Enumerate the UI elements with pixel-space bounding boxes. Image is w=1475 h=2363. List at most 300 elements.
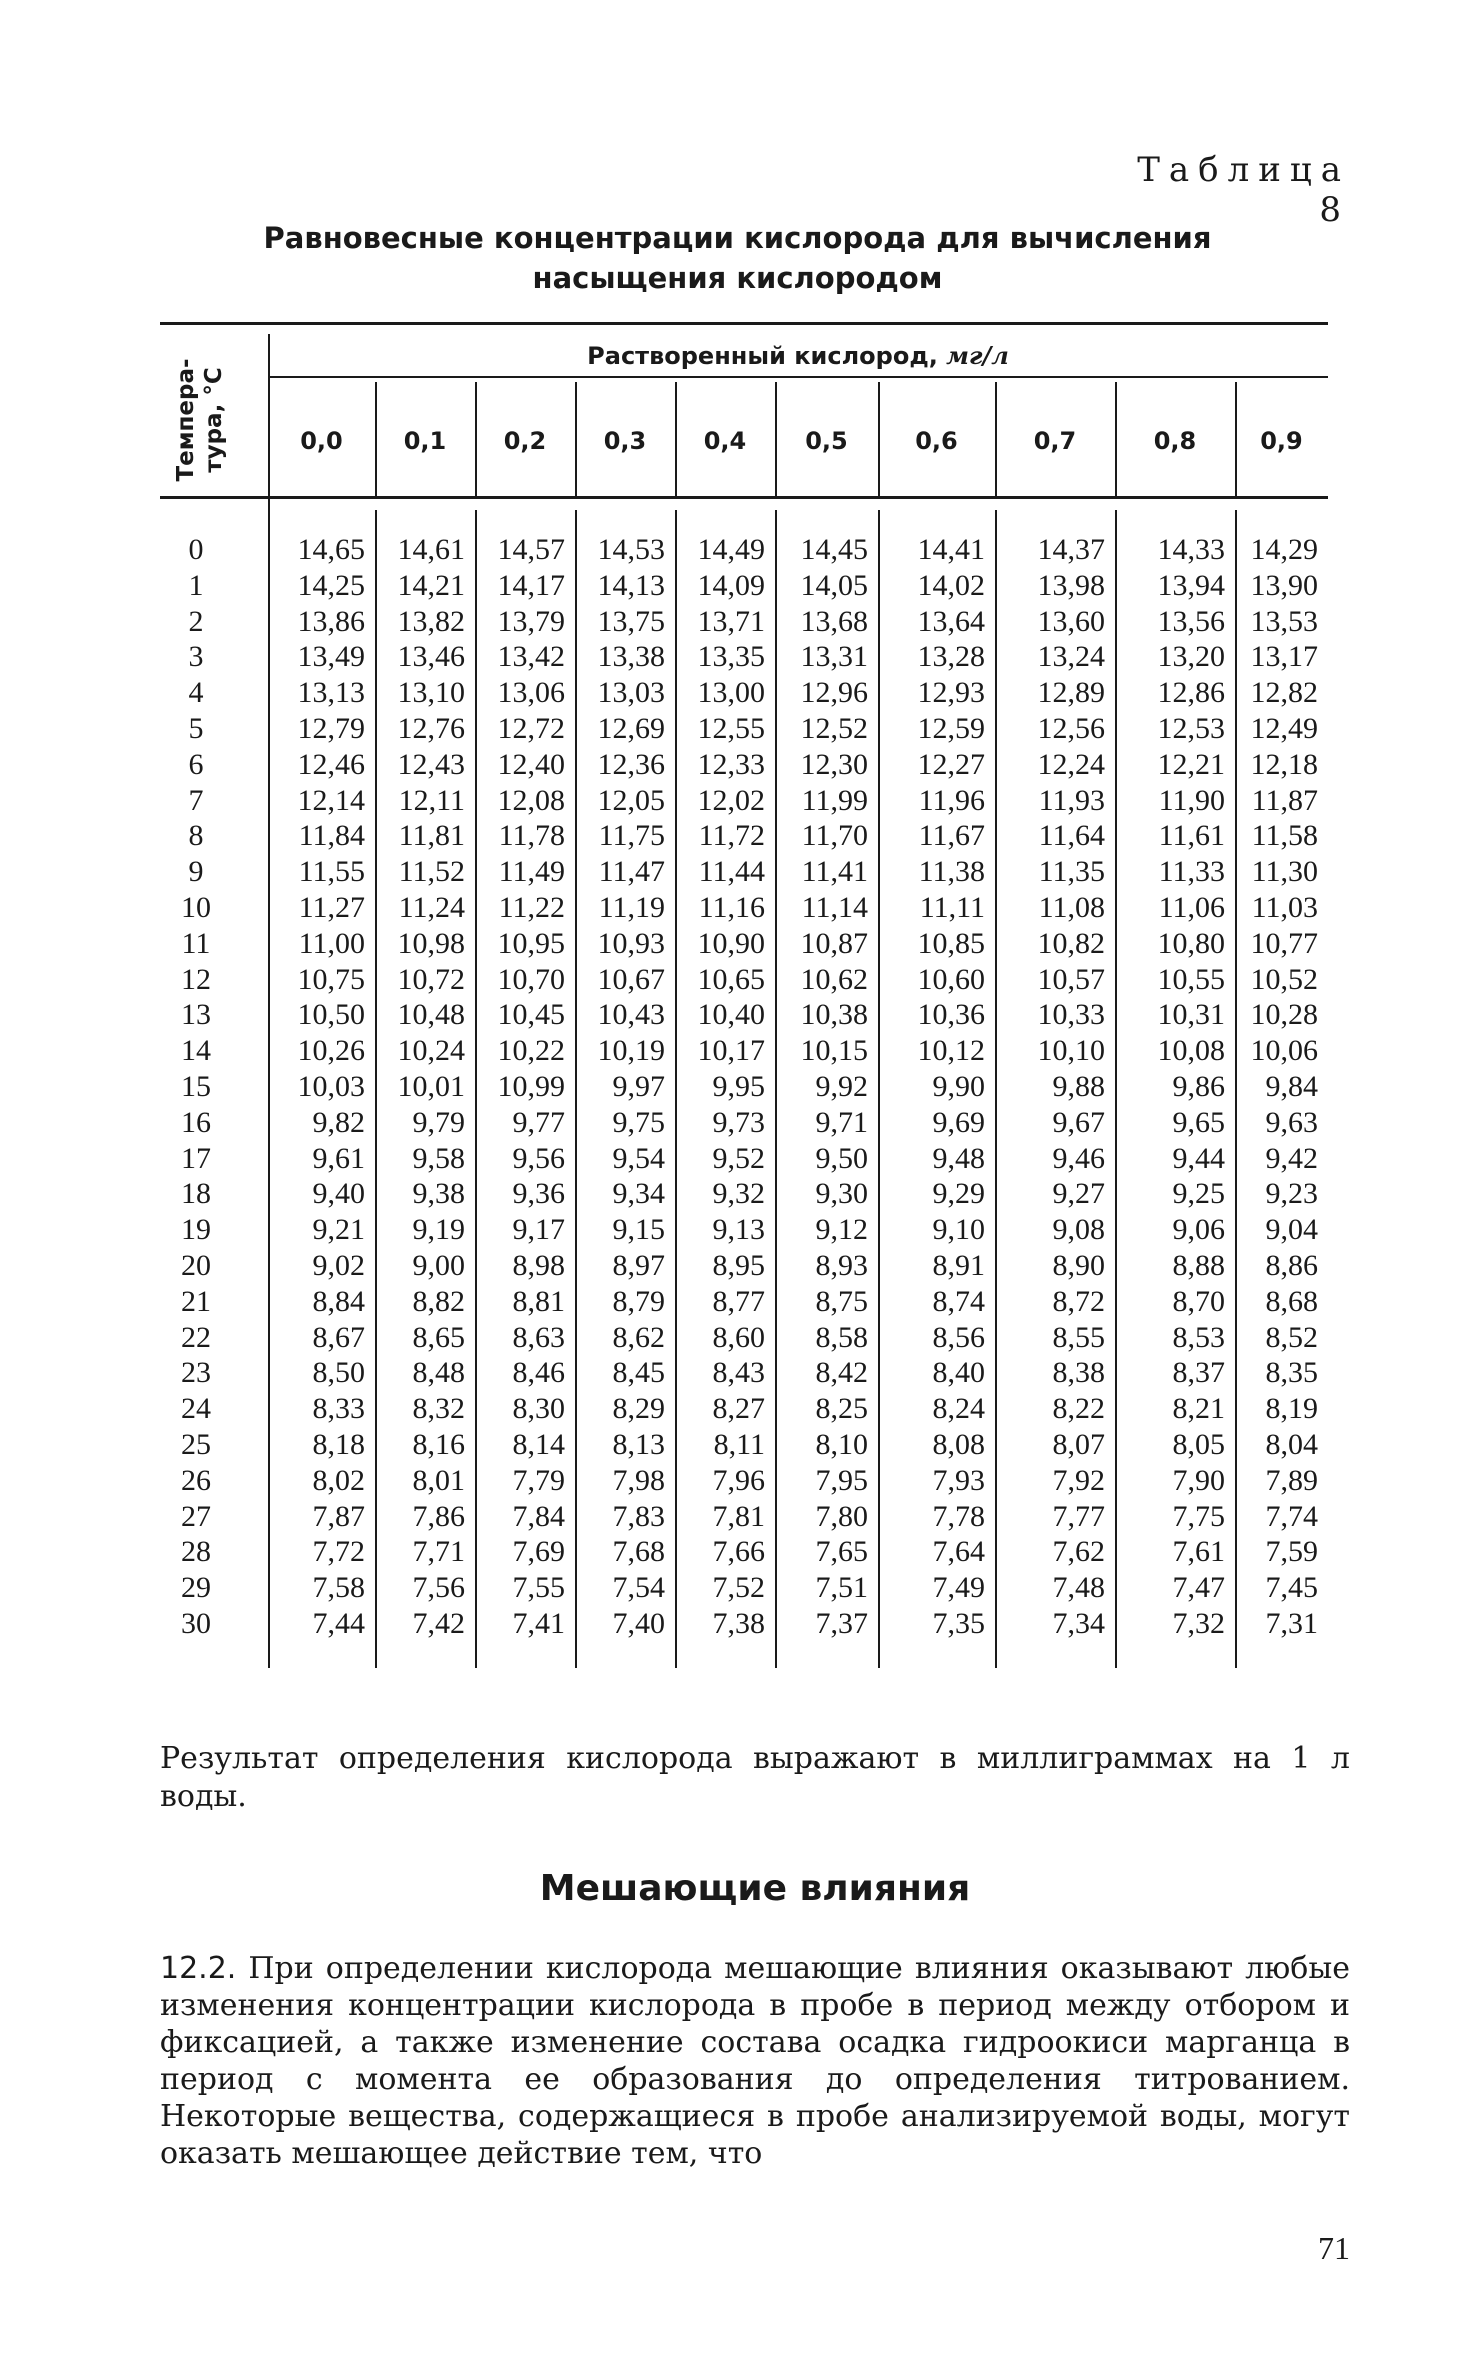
table-cell: 7,51 <box>815 1571 868 1605</box>
table-cell: 8,07 <box>1052 1428 1105 1461</box>
table-cell: 10,95 <box>497 926 565 960</box>
header-divider <box>675 382 677 498</box>
table-cell: 9,82 <box>312 1105 365 1139</box>
table-cell: 9,12 <box>815 1213 868 1247</box>
table-cell: 9,08 <box>1052 1213 1105 1247</box>
table-cell: 8,42 <box>815 1356 868 1390</box>
temperature-cell: 30 <box>181 1607 211 1640</box>
table-cell: 11,24 <box>398 891 465 924</box>
table-cell: 7,40 <box>612 1607 665 1640</box>
header-divider <box>575 382 577 498</box>
table-cell: 11,55 <box>298 855 365 889</box>
table-cell: 7,61 <box>1172 1535 1225 1569</box>
temperature-cell: 9 <box>188 855 204 889</box>
column-header: 0,7 <box>1033 427 1077 455</box>
table-cell: 8,08 <box>932 1428 985 1461</box>
table-cell: 7,65 <box>815 1535 868 1569</box>
table-cell: 9,23 <box>1265 1177 1318 1211</box>
temperature-cell: 14 <box>181 1034 211 1068</box>
table-cell: 7,47 <box>1172 1571 1225 1605</box>
temperature-cell: 12 <box>181 962 211 996</box>
table-cell: 11,00 <box>298 926 365 960</box>
table-cell: 7,98 <box>612 1463 665 1497</box>
temperature-cell: 15 <box>181 1070 211 1103</box>
table-label: Таблица 8 <box>1137 150 1350 230</box>
table-cell: 11,03 <box>1251 891 1318 924</box>
table-cell: 10,70 <box>497 962 565 996</box>
table-cell: 9,21 <box>312 1213 365 1247</box>
table-cell: 7,87 <box>312 1499 365 1533</box>
table-cell: 8,50 <box>312 1356 365 1390</box>
table-cell: 13,35 <box>697 640 765 674</box>
table-cell: 11,22 <box>498 891 565 924</box>
table-cell: 8,68 <box>1265 1284 1318 1318</box>
table-cell: 9,00 <box>412 1249 465 1282</box>
table-cell: 9,04 <box>1265 1213 1318 1247</box>
table-cell: 10,06 <box>1250 1034 1318 1068</box>
table-cell: 7,86 <box>412 1499 465 1533</box>
table-cell: 8,52 <box>1265 1320 1318 1354</box>
table-cell: 7,48 <box>1052 1571 1105 1605</box>
table-cell: 7,84 <box>512 1499 565 1533</box>
table-cell: 8,74 <box>932 1284 985 1318</box>
table-cell: 7,72 <box>312 1535 365 1569</box>
table-cell: 13,86 <box>297 604 365 638</box>
temperature-cell: 2 <box>188 604 204 638</box>
table-cell: 12,89 <box>1037 676 1105 710</box>
table-cell: 8,27 <box>712 1392 765 1426</box>
top-rule <box>160 322 1328 325</box>
table-cell: 11,52 <box>398 855 465 889</box>
table-cell: 10,93 <box>597 926 665 960</box>
header-divider <box>1235 382 1237 498</box>
table-cell: 11,38 <box>918 855 985 889</box>
table-cell: 14,53 <box>597 533 665 566</box>
header-divider <box>878 382 880 498</box>
table-cell: 11,16 <box>698 891 765 924</box>
table-cell: 10,98 <box>397 926 465 960</box>
table-cell: 10,45 <box>497 998 565 1032</box>
table-cell: 7,68 <box>612 1535 665 1569</box>
table-cell: 8,22 <box>1052 1392 1105 1426</box>
table-cell: 14,29 <box>1250 533 1318 566</box>
table-cell: 8,38 <box>1052 1356 1105 1390</box>
table-cell: 11,67 <box>918 819 985 853</box>
table-cell: 8,95 <box>712 1249 765 1282</box>
table-cell: 12,56 <box>1037 712 1105 745</box>
table-cell: 7,55 <box>512 1571 565 1605</box>
table-cell: 8,10 <box>815 1428 868 1461</box>
table-cell: 10,67 <box>597 962 665 996</box>
table-cell: 8,21 <box>1172 1392 1225 1426</box>
table-cell: 11,96 <box>918 783 985 817</box>
table-cell: 10,52 <box>1250 962 1318 996</box>
table-cell: 8,35 <box>1265 1356 1318 1390</box>
header-divider <box>775 382 777 498</box>
temperature-cell: 19 <box>181 1213 211 1247</box>
table-cell: 7,90 <box>1172 1463 1225 1497</box>
table-cell: 14,33 <box>1157 533 1225 566</box>
table-cell: 7,74 <box>1265 1499 1318 1533</box>
temperature-cell: 7 <box>188 783 204 817</box>
table-cell: 8,32 <box>412 1392 465 1426</box>
table-cell: 14,61 <box>397 533 465 566</box>
table-cell: 14,21 <box>397 568 465 602</box>
temperature-cell: 0 <box>188 533 204 566</box>
temperature-cell: 10 <box>181 891 211 924</box>
table-cell: 13,17 <box>1250 640 1318 674</box>
column-header: 0,9 <box>1260 427 1303 455</box>
column-divider <box>575 510 577 1668</box>
table-cell: 14,45 <box>800 533 868 566</box>
table-cell: 12,76 <box>397 712 465 745</box>
table-cell: 11,70 <box>801 819 868 853</box>
temperature-cell: 16 <box>181 1105 211 1139</box>
table-cell: 7,78 <box>932 1499 985 1533</box>
table-cell: 12,18 <box>1250 747 1318 781</box>
table-cell: 12,79 <box>297 712 365 745</box>
paragraph <box>160 1950 1350 2172</box>
temp-header-text: Темпера- тура, °С <box>173 358 227 482</box>
table-cell: 11,47 <box>598 855 665 889</box>
table-cell: 8,30 <box>512 1392 565 1426</box>
table-cell: 8,79 <box>612 1284 665 1318</box>
table-cell: 9,56 <box>512 1141 565 1175</box>
table-cell: 14,02 <box>917 568 985 602</box>
table-cell: 9,84 <box>1265 1070 1318 1103</box>
table-cell: 9,52 <box>712 1141 765 1175</box>
table-cell: 11,44 <box>698 855 765 889</box>
table-cell: 10,24 <box>397 1034 465 1068</box>
table-cell: 11,30 <box>1251 855 1318 889</box>
table-cell: 9,38 <box>412 1177 465 1211</box>
table-cell: 7,37 <box>815 1607 868 1640</box>
table-cell: 8,18 <box>312 1428 365 1461</box>
table-cell: 13,98 <box>1037 568 1105 602</box>
column-header: 0,1 <box>403 427 447 455</box>
table-cell: 7,75 <box>1172 1499 1225 1533</box>
table-cell: 10,33 <box>1037 998 1105 1032</box>
table-cell: 13,13 <box>297 676 365 710</box>
table-cell: 13,24 <box>1037 640 1105 674</box>
table-cell: 9,50 <box>815 1141 868 1175</box>
table-cell: 12,69 <box>597 712 665 745</box>
table-cell: 10,82 <box>1037 926 1105 960</box>
table-cell: 12,02 <box>697 783 765 817</box>
table-cell: 13,90 <box>1250 568 1318 602</box>
table-cell: 9,25 <box>1172 1177 1225 1211</box>
table-cell: 13,82 <box>397 604 465 638</box>
column-header: 0,2 <box>503 427 547 455</box>
table-cell: 8,75 <box>815 1284 868 1318</box>
table-cell: 11,35 <box>1038 855 1105 889</box>
table-cell: 9,95 <box>712 1070 765 1103</box>
table-cell: 9,90 <box>932 1070 985 1103</box>
note: Результат определения кислорода выражают в миллиграммах на 1 л воды. <box>160 1741 1350 1814</box>
table-cell: 10,72 <box>397 962 465 996</box>
table-cell: 10,10 <box>1037 1034 1105 1068</box>
table-cell: 12,53 <box>1157 712 1225 745</box>
table-cell: 10,40 <box>697 998 765 1032</box>
table-cell: 7,92 <box>1052 1463 1105 1497</box>
table-cell: 10,43 <box>597 998 665 1032</box>
table-cell: 11,58 <box>1251 819 1318 853</box>
table-cell: 8,02 <box>312 1463 365 1497</box>
table-cell: 12,30 <box>800 747 868 781</box>
table-cell: 10,38 <box>800 998 868 1032</box>
table-cell: 12,43 <box>397 747 465 781</box>
table-cell: 8,19 <box>1265 1392 1318 1426</box>
table-cell: 8,91 <box>932 1249 985 1282</box>
table-cell: 14,09 <box>697 568 765 602</box>
column-divider <box>878 510 880 1668</box>
table-cell: 14,41 <box>917 533 985 566</box>
table-cell: 7,64 <box>932 1535 985 1569</box>
paragraph-text: При определении кислорода мешающие влияния оказывают любые изменения концентрации кислорода в пробе в период между отбором и фиксацией, а также изменение состава осадка гидроокиси марганца в период с момента ее образования до определения титрованием. Некоторые вещества, содержащиеся в пробе анализируемой воды, могут оказать мешающее действие тем, что <box>160 1951 1350 2171</box>
table-cell: 7,96 <box>712 1463 765 1497</box>
table-cell: 13,38 <box>597 640 665 674</box>
table-cell: 7,93 <box>932 1463 985 1497</box>
table-cell: 7,44 <box>312 1607 365 1640</box>
group-header-rule <box>268 376 1328 378</box>
table-cell: 8,65 <box>412 1320 465 1354</box>
page-number: 71 <box>1318 2230 1350 2266</box>
table-cell: 13,64 <box>917 604 985 638</box>
table-cell: 11,14 <box>801 891 868 924</box>
table-cell: 7,66 <box>712 1535 765 1569</box>
table-cell: 7,34 <box>1052 1607 1105 1640</box>
temperature-cell: 25 <box>181 1428 211 1461</box>
temperature-cell: 21 <box>181 1284 211 1318</box>
table-cell: 9,36 <box>512 1177 565 1211</box>
temperature-cell: 24 <box>181 1392 211 1426</box>
table-cell: 8,84 <box>312 1284 365 1318</box>
table-cell: 12,59 <box>917 712 985 745</box>
temperature-cell: 3 <box>188 640 204 674</box>
table-cell: 13,68 <box>800 604 868 638</box>
table-cell: 7,79 <box>512 1463 565 1497</box>
table-cell: 13,00 <box>697 676 765 710</box>
table-cell: 9,69 <box>932 1105 985 1139</box>
table-cell: 9,32 <box>712 1177 765 1211</box>
table-cell: 10,36 <box>917 998 985 1032</box>
table-cell: 12,21 <box>1157 747 1225 781</box>
table-cell: 11,99 <box>801 783 868 817</box>
table-cell: 12,40 <box>497 747 565 781</box>
table-cell: 11,06 <box>1158 891 1225 924</box>
table-cell: 13,28 <box>917 640 985 674</box>
table-cell: 8,77 <box>712 1284 765 1318</box>
column-divider <box>1235 510 1237 1668</box>
table-cell: 9,44 <box>1172 1141 1225 1175</box>
table-cell: 8,60 <box>712 1320 765 1354</box>
table-cell: 9,40 <box>312 1177 365 1211</box>
table-cell: 10,19 <box>597 1034 665 1068</box>
table-cell: 10,75 <box>297 962 365 996</box>
column-divider <box>268 334 270 1668</box>
table-cell: 11,33 <box>1158 855 1225 889</box>
table-cell: 13,53 <box>1250 604 1318 638</box>
table-cell: 7,62 <box>1052 1535 1105 1569</box>
table-cell: 10,15 <box>800 1034 868 1068</box>
table-cell: 10,55 <box>1157 962 1225 996</box>
column-divider <box>995 510 997 1668</box>
temperature-cell: 1 <box>188 568 204 602</box>
table-cell: 10,22 <box>497 1034 565 1068</box>
column-divider <box>475 510 477 1668</box>
table-cell: 7,95 <box>815 1463 868 1497</box>
table-cell: 7,80 <box>815 1499 868 1533</box>
table-cell: 9,54 <box>612 1141 665 1175</box>
table-cell: 9,77 <box>512 1105 565 1139</box>
table-cell: 11,93 <box>1038 783 1105 817</box>
table-cell: 14,05 <box>800 568 868 602</box>
table-cell: 10,28 <box>1250 998 1318 1032</box>
table-cell: 13,79 <box>497 604 565 638</box>
table-cell: 8,25 <box>815 1392 868 1426</box>
table-cell: 9,71 <box>815 1105 868 1139</box>
table-cell: 13,46 <box>397 640 465 674</box>
table-cell: 9,34 <box>612 1177 665 1211</box>
table-cell: 14,13 <box>597 568 665 602</box>
table-cell: 12,46 <box>297 747 365 781</box>
paragraph-number: 12.2. <box>160 1951 237 1986</box>
table-cell: 14,49 <box>697 533 765 566</box>
column-header: 0,6 <box>915 427 958 455</box>
table-cell: 7,52 <box>712 1571 765 1605</box>
table-cell: 12,24 <box>1037 747 1105 781</box>
temperature-cell: 22 <box>181 1320 211 1354</box>
column-divider <box>1115 510 1117 1668</box>
table-cell: 9,06 <box>1172 1213 1225 1247</box>
table-cell: 7,42 <box>412 1607 465 1640</box>
table-cell: 7,58 <box>312 1571 365 1605</box>
table-cell: 9,92 <box>815 1070 868 1103</box>
table-cell: 12,55 <box>697 712 765 745</box>
table-cell: 10,87 <box>800 926 868 960</box>
table-cell: 11,11 <box>919 891 985 924</box>
table-cell: 13,75 <box>597 604 665 638</box>
table-cell: 11,81 <box>398 819 465 853</box>
table-cell: 12,05 <box>597 783 665 817</box>
table-cell: 10,08 <box>1157 1034 1225 1068</box>
table-cell: 12,33 <box>697 747 765 781</box>
table-cell: 11,64 <box>1038 819 1105 853</box>
table-cell: 10,50 <box>297 998 365 1032</box>
table-cell: 8,98 <box>512 1249 565 1282</box>
table-cell: 11,08 <box>1038 891 1105 924</box>
table-cell: 8,05 <box>1172 1428 1225 1461</box>
table-cell: 9,63 <box>1265 1105 1318 1139</box>
temperature-cell: 17 <box>181 1141 211 1175</box>
table-cell: 8,72 <box>1052 1284 1105 1318</box>
temp-header <box>168 340 232 500</box>
table-cell: 8,58 <box>815 1320 868 1354</box>
table-cell: 14,65 <box>297 533 365 566</box>
table-cell: 11,84 <box>298 819 365 853</box>
table-cell: 8,86 <box>1265 1249 1318 1282</box>
table-cell: 8,29 <box>612 1392 665 1426</box>
temperature-cell: 11 <box>181 926 211 960</box>
header-divider <box>375 382 377 498</box>
table-cell: 8,33 <box>312 1392 365 1426</box>
table-cell: 13,10 <box>397 676 465 710</box>
header-divider <box>995 382 997 498</box>
table-cell: 8,11 <box>713 1428 765 1461</box>
temperature-cell: 20 <box>181 1249 211 1282</box>
header-divider <box>1115 382 1117 498</box>
column-divider <box>675 510 677 1668</box>
table-cell: 14,17 <box>497 568 565 602</box>
table-cell: 8,04 <box>1265 1428 1318 1461</box>
table-cell: 13,94 <box>1157 568 1225 602</box>
table-cell: 8,63 <box>512 1320 565 1354</box>
table-cell: 10,48 <box>397 998 465 1032</box>
temperature-cell: 4 <box>188 676 204 710</box>
table-cell: 11,90 <box>1158 783 1225 817</box>
table-cell: 10,90 <box>697 926 765 960</box>
table-cell: 9,29 <box>932 1177 985 1211</box>
table-cell: 9,42 <box>1265 1141 1318 1175</box>
table-cell: 9,61 <box>312 1141 365 1175</box>
table-cell: 12,08 <box>497 783 565 817</box>
temperature-cell: 5 <box>188 712 204 745</box>
table-cell: 9,13 <box>712 1213 765 1247</box>
table-cell: 8,81 <box>512 1284 565 1318</box>
table-cell: 7,45 <box>1265 1571 1318 1605</box>
table-cell: 8,40 <box>932 1356 985 1390</box>
table-cell: 12,36 <box>597 747 665 781</box>
table-cell: 7,83 <box>612 1499 665 1533</box>
table-cell: 9,02 <box>312 1249 365 1282</box>
table-cell: 7,89 <box>1265 1463 1318 1497</box>
table-cell: 10,99 <box>497 1070 565 1103</box>
table-cell: 13,56 <box>1157 604 1225 638</box>
table-cell: 7,41 <box>512 1607 565 1640</box>
table-cell: 12,27 <box>917 747 985 781</box>
table-cell: 7,35 <box>932 1607 985 1640</box>
temperature-cell: 26 <box>181 1463 211 1497</box>
group-header <box>268 341 1328 370</box>
table-cell: 11,41 <box>801 855 868 889</box>
group-header-unit: мг/л <box>946 341 1009 370</box>
table-cell: 10,01 <box>397 1070 465 1103</box>
table-cell: 13,49 <box>297 640 365 674</box>
table-cell: 8,43 <box>712 1356 765 1390</box>
table-cell: 11,72 <box>698 819 765 853</box>
column-header: 0,4 <box>703 427 747 455</box>
table-cell: 8,55 <box>1052 1320 1105 1354</box>
header-divider <box>475 382 477 498</box>
header-bottom-rule <box>160 496 1328 499</box>
column-divider <box>775 510 777 1668</box>
table-cell: 10,80 <box>1157 926 1225 960</box>
table-cell: 9,10 <box>932 1213 985 1247</box>
column-header: 0,5 <box>805 427 848 455</box>
table-cell: 13,03 <box>597 676 665 710</box>
table-cell: 13,60 <box>1037 604 1105 638</box>
table-cell: 8,13 <box>612 1428 665 1461</box>
table-cell: 9,30 <box>815 1177 868 1211</box>
table-cell: 10,17 <box>697 1034 765 1068</box>
table-cell: 12,11 <box>398 783 465 817</box>
table-cell: 8,01 <box>412 1463 465 1497</box>
table-cell: 10,57 <box>1037 962 1105 996</box>
column-header: 0,8 <box>1153 427 1197 455</box>
table-cell: 13,20 <box>1157 640 1225 674</box>
table-cell: 10,62 <box>800 962 868 996</box>
table-cell: 9,46 <box>1052 1141 1105 1175</box>
